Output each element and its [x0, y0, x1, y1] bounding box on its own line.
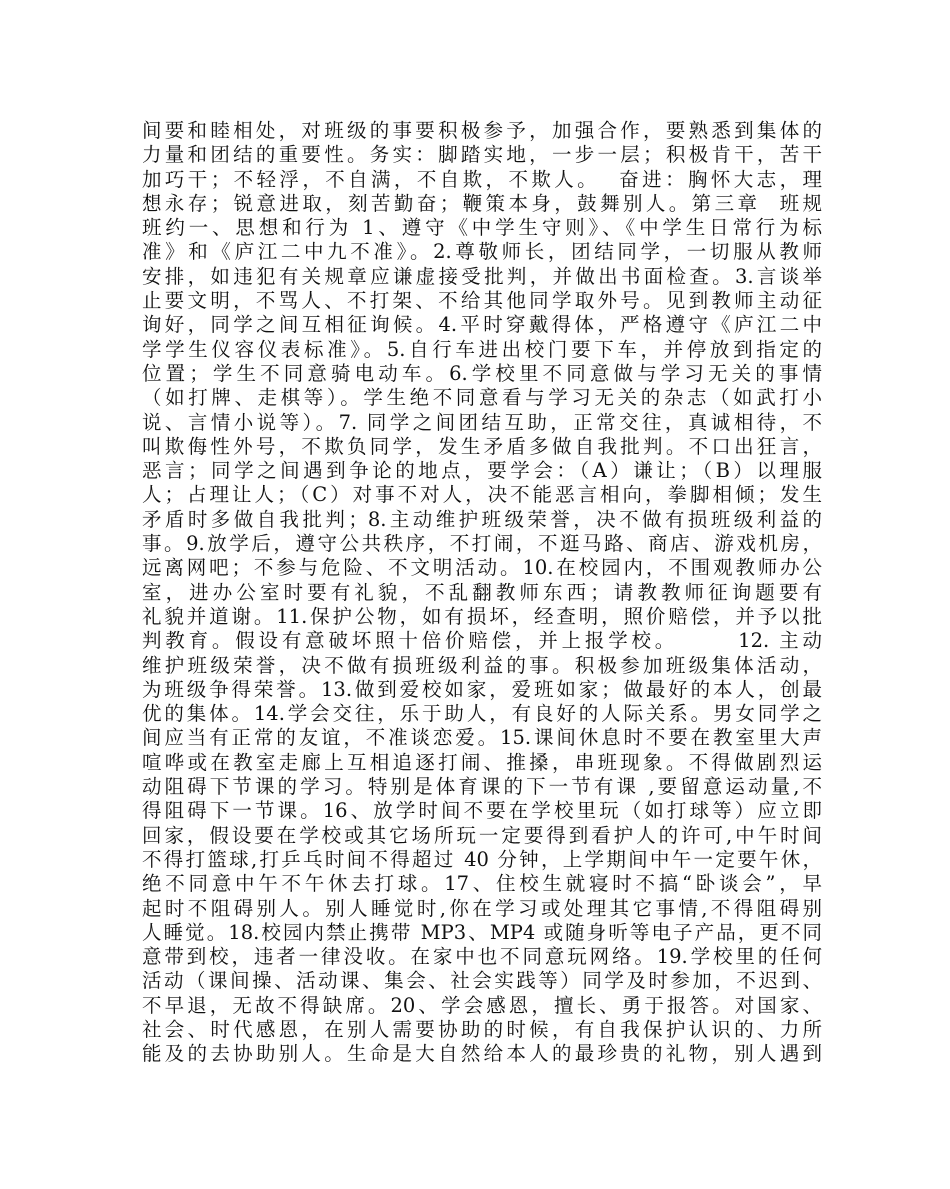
text-line: 能及的去协助别人。生命是大自然给本人的最珍贵的礼物，别人遇到 — [142, 1042, 822, 1066]
text-line: 位置；学生不同意骑电动车。6.学校里不同意做与学习无关的事情 — [142, 361, 822, 385]
text-line: 活动（课间操、活动课、集会、社会实践等）同学及时参加，不迟到、 — [142, 969, 822, 993]
text-line: 班约一、思想和行为 1、遵守《中学生守则》、《中学生日常行为标 — [142, 216, 822, 240]
text-line: 安排，如违犯有关规章应谦虚接受批判，并做出书面检查。3.言谈举 — [142, 264, 822, 288]
text-line: 间要和睦相处，对班级的事要积极参予，加强合作，要熟悉到集体的 — [142, 119, 822, 142]
text-line: 间应当有正常的友谊，不准谈恋爱。15.课间休息时不要在教室里大声 — [142, 726, 822, 750]
text-line: 远离网吧；不参与危险、不文明活动。10.在校园内，不围观教师办公 — [142, 556, 822, 580]
text-line: 学学生仪容仪表标准》。5.自行车进出校门要下车，并停放到指定的 — [142, 337, 822, 361]
text-line: 想永存；锐意进取，刻苦勤奋；鞭策本身，鼓舞别人。第三章 班规 — [142, 191, 822, 215]
body-text — [142, 119, 822, 1067]
text-line: 礼貌并道谢。11.保护公物，如有损坏，经查明，照价赔偿，并予以批 — [142, 604, 822, 628]
text-line: 不早退，无故不得缺席。20、学会感恩，擅长、勇于报答。对国家、 — [142, 993, 822, 1017]
text-line: 恶言；同学之间遇到争论的地点，要学会：（A）谦让；（B）以理服 — [142, 459, 822, 483]
text-line: 判教育。假设有意破坏照十倍价赔偿，并上报学校。 12. 主动 — [142, 629, 822, 653]
text-line: 询好，同学之间互相征询候。4.平时穿戴得体，严格遵守《庐江二中 — [142, 313, 822, 337]
text-line: 人睡觉。18.校园内禁止携带 MP3、MP4 或随身听等电子产品，更不同 — [142, 920, 822, 944]
text-line: 社会、时代感恩，在别人需要协助的时候，有自我保护认识的、力所 — [142, 1017, 822, 1041]
text-line: 人；占理让人；（C）对事不对人，决不能恶言相向，拳脚相倾；发生 — [142, 483, 822, 507]
text-line: 说、言情小说等）。7. 同学之间团结互助，正常交往，真诚相待，不 — [142, 410, 822, 434]
text-line: 加巧干；不轻浮，不自满，不自欺，不欺人。 奋进：胸怀大志，理 — [142, 167, 822, 191]
text-line: 回家，假设要在学校或其它场所玩一定要得到看护人的许可,中午时间 — [142, 823, 822, 847]
text-line: 得阻碍下一节课。16、放学时间不要在学校里玩（如打球等）应立即 — [142, 799, 822, 823]
text-line: 维护班级荣誉，决不做有损班级利益的事。积极参加班级集体活动， — [142, 653, 822, 677]
text-line: （如打牌、走棋等）。学生绝不同意看与学习无关的杂志（如武打小 — [142, 386, 822, 410]
text-line: 喧哗或在教室走廊上互相追逐打闹、推搡，串班现象。不得做剧烈运 — [142, 750, 822, 774]
text-line: 矛盾时多做自我批判；8.主动维护班级荣誉，决不做有损班级利益的 — [142, 507, 822, 531]
text-line: 优的集体。14.学会交往，乐于助人，有良好的人际关系。男女同学之 — [142, 702, 822, 726]
text-line: 室，进办公室时要有礼貌，不乱翻教师东西；请教教师征询题要有 — [142, 580, 822, 604]
text-line: 起时不阻碍别人。别人睡觉时,你在学习或处理其它事情,不得阻碍别 — [142, 896, 822, 920]
text-line: 叫欺侮性外号，不欺负同学，发生矛盾多做自我批判。不口出狂言， — [142, 434, 822, 458]
text-line: 止要文明，不骂人、不打架、不给其他同学取外号。见到教师主动征 — [142, 289, 822, 313]
text-line: 绝不同意中午不午休去打球。17、住校生就寝时不搞“卧谈会”，早 — [142, 872, 822, 896]
text-line: 意带到校，违者一律没收。在家中也不同意玩网络。19.学校里的任何 — [142, 945, 822, 969]
text-line: 准》和《庐江二中九不准》。2.尊敬师长，团结同学，一切服从教师 — [142, 240, 822, 264]
text-line: 动阻碍下节课的学习。特别是体育课的下一节有课 ,要留意运动量,不 — [142, 775, 822, 799]
text-line: 不得打篮球,打乒乓时间不得超过 40 分钟，上学期间中午一定要午休， — [142, 847, 822, 871]
text-line: 事。9.放学后，遵守公共秩序，不打闹，不逛马路、商店、游戏机房， — [142, 532, 822, 556]
text-line: 为班级争得荣誉。13.做到爱校如家，爱班如家；做最好的本人，创最 — [142, 677, 822, 701]
text-line: 力量和团结的重要性。务实：脚踏实地，一步一层；积极肯干，苦干 — [142, 143, 822, 167]
